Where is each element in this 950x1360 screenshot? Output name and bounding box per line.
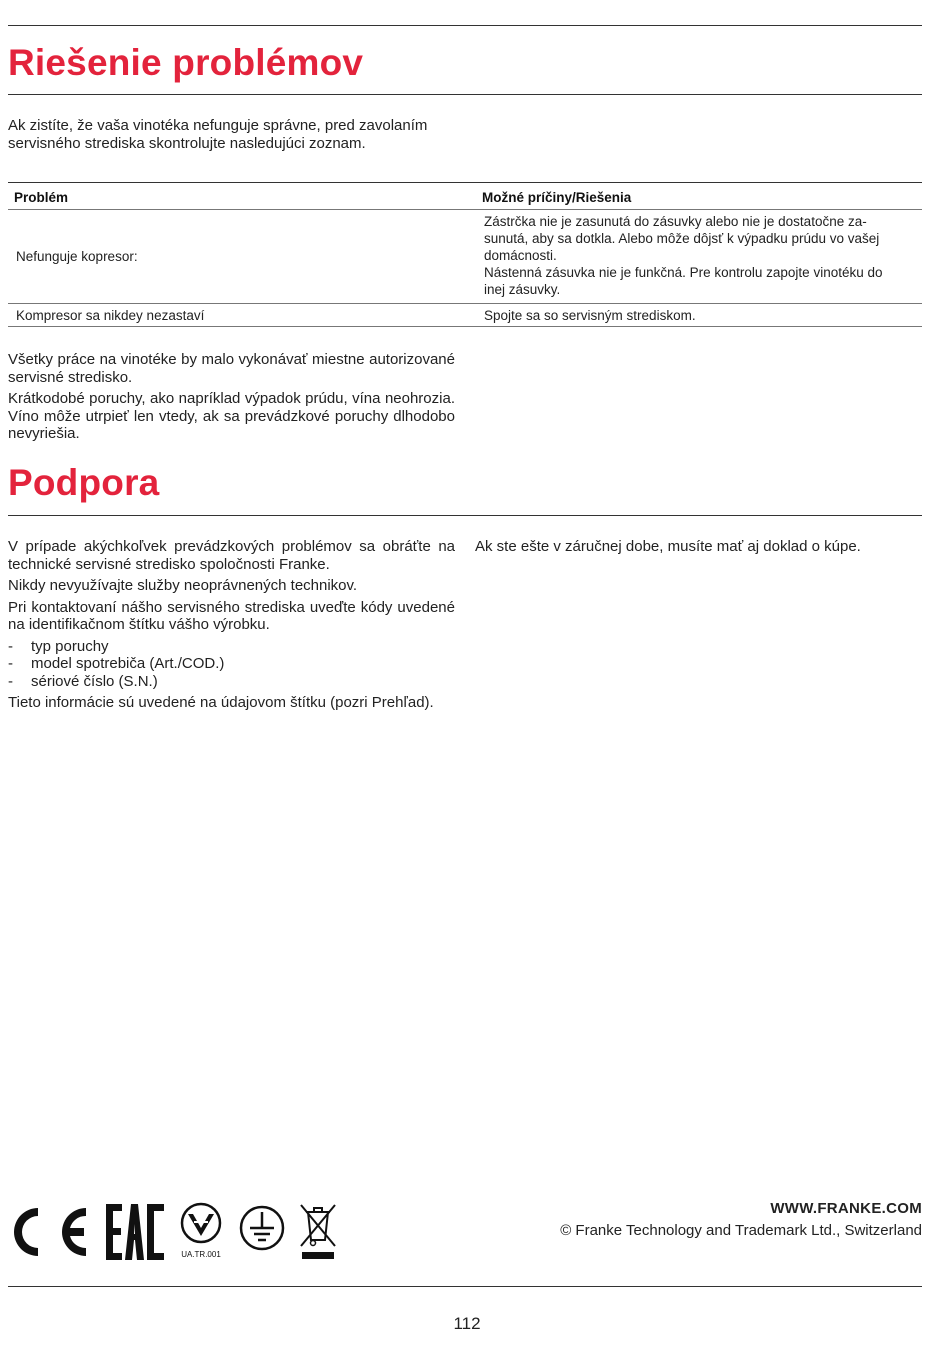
certification-logos: [8, 1200, 348, 1262]
title-divider: [8, 94, 922, 95]
support-para-contact: V prípade akýchkoľvek prevádzkových problémov sa obráťte na technické servisné stredisko spoločnosti Franke.: [8, 538, 455, 573]
support-left-column: [8, 538, 455, 716]
protective-earth-icon: [238, 1204, 286, 1252]
ukrainian-conformity-icon: [178, 1202, 224, 1260]
copyright-text: © Franke Technology and Trademark Ltd., Switzerland: [560, 1222, 922, 1239]
support-para-technicians: Nikdy nevyužívajte služby neoprávnených technikov.: [8, 577, 358, 594]
solution-cell: [476, 304, 922, 327]
support-para-label: Tieto informácie sú uvedené na údajovom štítku (pozri Prehľad).: [8, 694, 434, 711]
support-para-codes: Pri kontaktovaní nášho servisného strediska uveďte kódy uvedené na identifikačnom štítku vášho výrobku.: [8, 598, 455, 633]
website-link[interactable]: WWW.FRANKE.COM: [770, 1200, 922, 1217]
problem-cell: Kompresor sa nikdey nezastaví: [8, 304, 476, 327]
solution-line: sunutá, aby sa dotkla. Alebo môže dôjsť k výpadku prúdu vo vašej: [484, 231, 880, 246]
table-row: [8, 210, 922, 304]
list-item: - model spotrebiča (Art./COD.): [8, 655, 225, 672]
solution-line: domácnosti.: [484, 248, 557, 263]
service-note: Všetky práce na vinotéke by malo vykonávať miestne autorizované servisné stredisko.: [8, 351, 455, 386]
support-title: Podpora: [8, 462, 160, 503]
troubleshooting-intro: Ak zistíte, že vaša vinotéka nefunguje správne, pred zavolaním servisného strediska skontrolujte nasledujúci zoznam.: [8, 117, 428, 152]
support-divider: [8, 515, 922, 516]
solution-line: Nástenná zásuvka nie je funkčná. Pre kontrolu zapojte vinotéku do: [484, 265, 883, 280]
troubleshooting-notes: [8, 351, 455, 447]
weee-bin-icon: [298, 1202, 338, 1260]
problem-cell: Nefunguje kopresor:: [8, 210, 476, 304]
page-number: 112: [453, 1314, 481, 1333]
solution-line: Zástrčka nie je zasunutá do zásuvky alebo nie je dostatočne za-: [484, 214, 867, 229]
eac-mark-icon: [106, 1204, 164, 1260]
list-item: - typ poruchy: [8, 637, 109, 655]
troubleshooting-table: [8, 182, 922, 327]
table-header-row: [8, 183, 922, 210]
list-item: - sériové číslo (S.N.): [8, 672, 158, 690]
solution-cell: [476, 210, 922, 304]
ce-mark-icon: [8, 1204, 90, 1260]
solution-line: Spojte sa so servisným strediskom.: [484, 307, 696, 323]
outage-note: Krátkodobé poruchy, ako napríklad výpadok prúdu, vína neohrozia. Víno môže utrpieť len vtedy, ak sa prevádzkové poruchy dlhodobo nevyriešia.: [8, 390, 455, 442]
ua-mark-text: UA.TR.001: [181, 1250, 221, 1259]
warranty-note: Ak ste ešte v záručnej dobe, musíte mať aj doklad o kúpe.: [475, 538, 861, 555]
table-row: [8, 304, 922, 327]
column-header-solution: Možné príčiny/Riešenia: [476, 183, 922, 210]
footer-divider: [8, 1286, 922, 1287]
top-divider: [8, 25, 922, 26]
solution-line: inej zásuvky.: [484, 282, 561, 297]
column-header-problem: Problém: [8, 183, 476, 210]
code-list: [8, 638, 455, 691]
troubleshooting-title: Riešenie problémov: [8, 42, 364, 83]
